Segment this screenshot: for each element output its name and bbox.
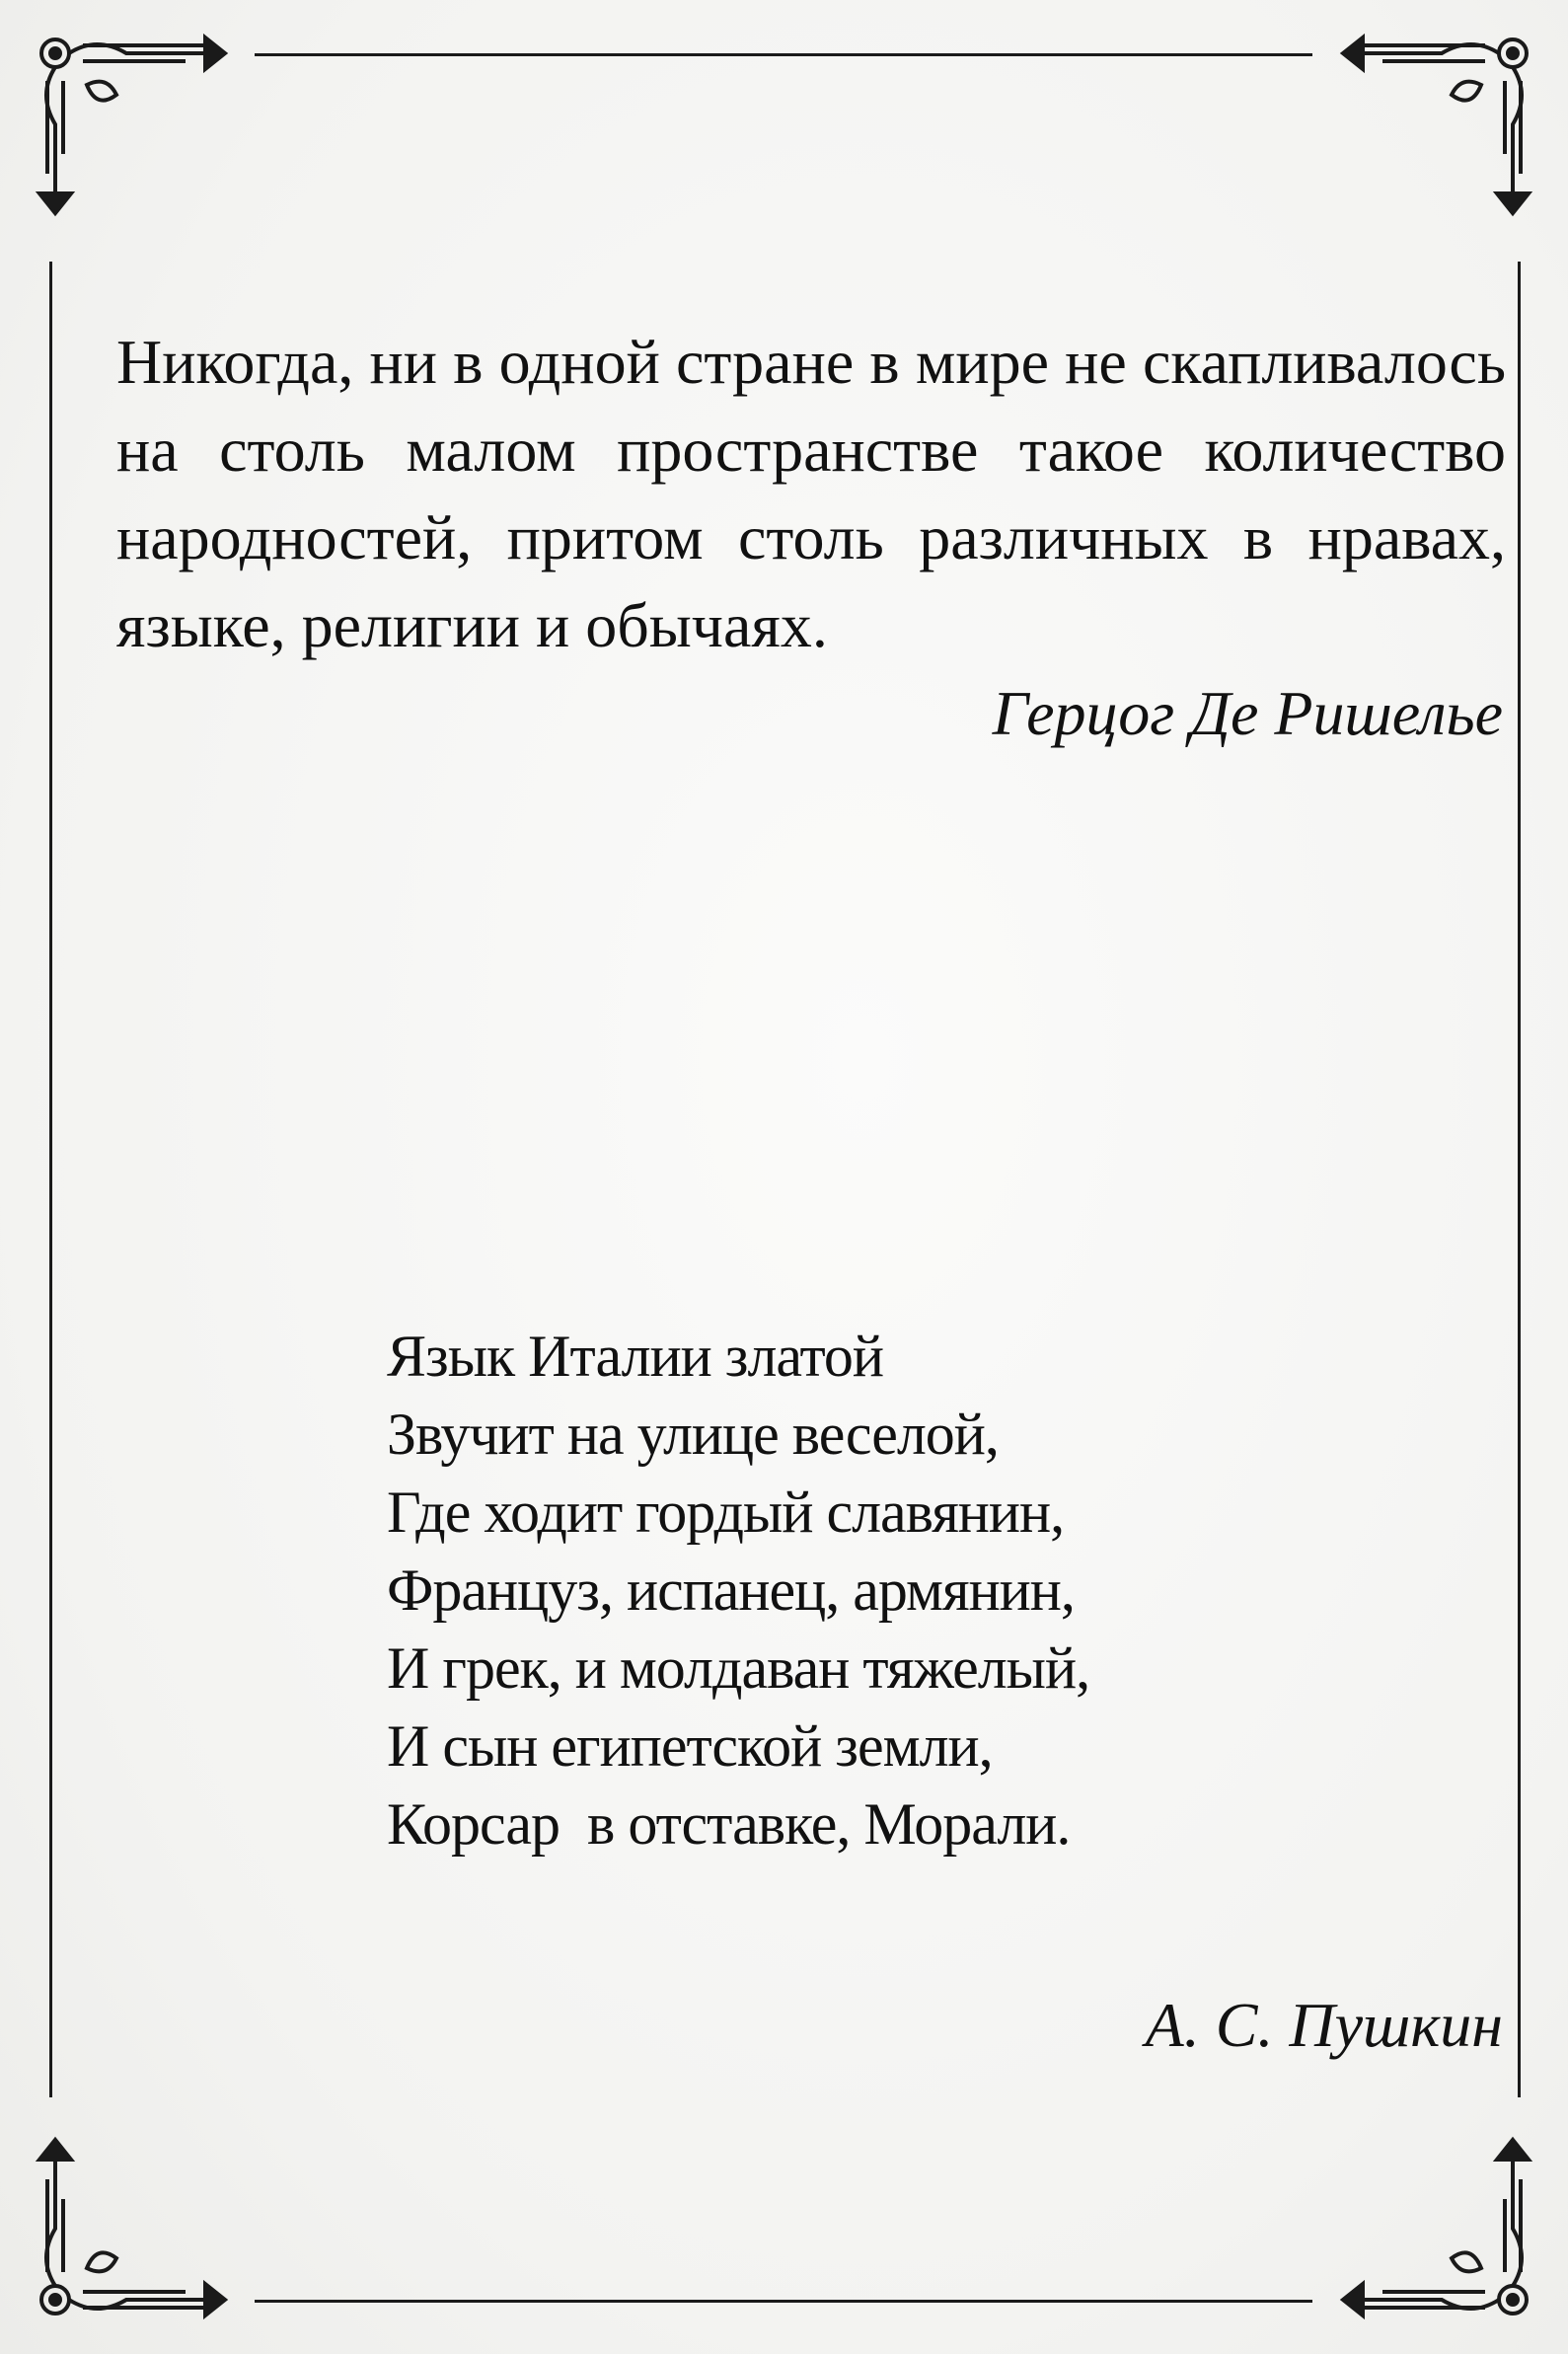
poem-line: Язык Италии златой	[387, 1324, 884, 1389]
poem-author: А. С. Пушкин	[1145, 1990, 1503, 2060]
corner-ornament-icon-top-left	[28, 16, 235, 223]
epigraph-quote: Никогда, ни в одной стране в мире не скапливалось на столь малом пространстве такое количество народностей, притом столь различных в нравах, языке, религии и обычаях.	[116, 327, 1506, 660]
frame-right-line	[1518, 262, 1521, 2097]
poem-line: Звучит на улице веселой,	[387, 1402, 999, 1467]
poem-line: Француз, испанец, армянин,	[387, 1557, 1075, 1623]
poem-stanza	[387, 1318, 1089, 1863]
poem-line: Корсар в отставке, Морали.	[387, 1791, 1071, 1857]
poem-line: И грек, и молдаван тяжелый,	[387, 1635, 1090, 1701]
frame-left-line	[49, 262, 52, 2097]
frame-bottom-line	[255, 2300, 1312, 2303]
corner-ornament-icon-bottom-left	[28, 2130, 235, 2337]
poem-line: Где ходит гордый славянин,	[387, 1480, 1065, 1545]
poem-line: И сын египетской земли,	[387, 1713, 993, 1779]
epigraph-author: Герцог Де Ришелье	[992, 678, 1503, 748]
corner-ornament-icon-bottom-right	[1333, 2130, 1540, 2337]
frame-top-line	[255, 53, 1312, 56]
corner-ornament-icon-top-right	[1333, 16, 1540, 223]
